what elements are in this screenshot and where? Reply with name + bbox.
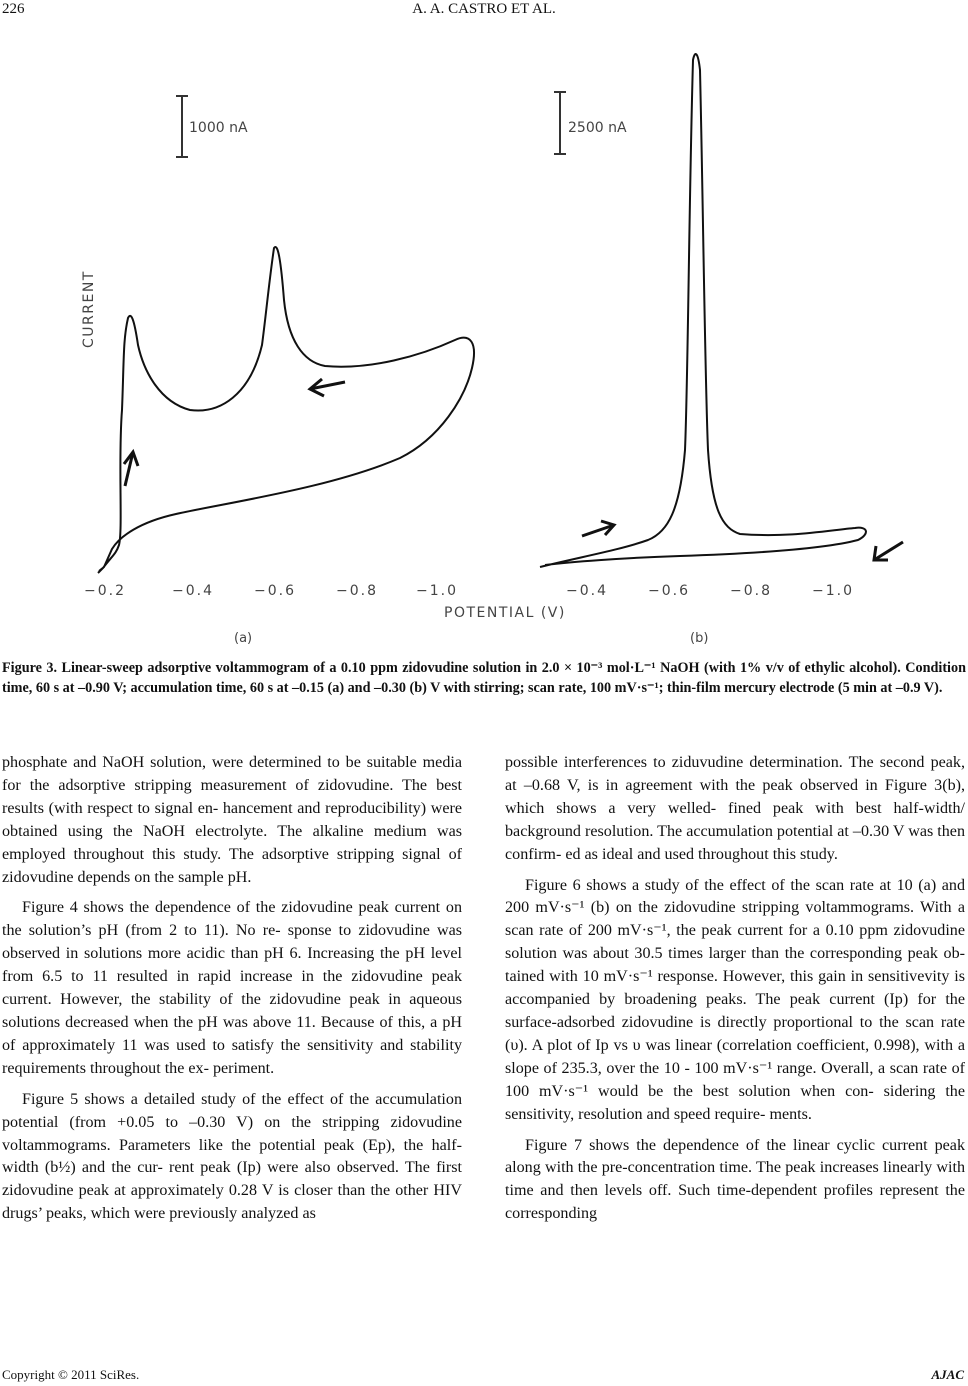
scan-direction-arrow-down-left — [874, 542, 903, 560]
scan-direction-arrow-right — [582, 521, 614, 536]
page-number: 226 — [2, 1, 25, 17]
x-axis-label: POTENTIAL (V) — [444, 605, 566, 621]
scale-bar-b — [554, 92, 566, 154]
paragraph: Figure 7 shows the dependence of the linear cyclic current peak along with the pre-concentration time. The peak increases linearly with time and then levels off. Such time-dependent profiles represent the corresponding — [505, 1136, 965, 1223]
tick-b-2: −0.8 — [730, 583, 772, 599]
scale-bar-a — [176, 96, 188, 157]
tick-b-0: −0.4 — [566, 583, 608, 599]
tick-b-1: −0.6 — [648, 583, 690, 599]
tick-a-4: −1.0 — [416, 583, 458, 599]
tick-a-2: −0.6 — [254, 583, 296, 599]
panel-b-label: (b) — [690, 631, 709, 646]
paragraph: Figure 6 shows a study of the effect of the scan rate at 10 (a) and 200 mV·s⁻¹ (b) on the zidovudine stripping voltammograms. With a scan rate of 200 mV·s⁻¹, the peak current for a 0.10 ppm zidovudine solution was about 30.5 times larger than the corresponding peak ob- tained with 10 mV·s⁻¹ response. However, this gain in sensitivevity is accompanied by broadening peaks. The peak current (Ip) for the surface-adsorbed zidovudine is directly proportional to the scan rate (υ). A plot of Ip vs υ was linear (correlation coefficient, 0.998), with a slope of 235.3, over the 10 - 100 mV·s⁻¹ range. Overall, a scan rate of 100 mV·s⁻¹ would be the best solution when con- sidering the sensitivity, resolution and speed require- ments. — [505, 876, 965, 1123]
panel-a-label: (a) — [234, 631, 253, 646]
tick-a-3: −0.8 — [336, 583, 378, 599]
paragraph: possible interferences to ziduvudine determination. The second peak, at –0.68 V, is in agreement with the peak observed in Figure 3(b), which shows a very welled- fined peak with best half-width/ background resolution. The accumulation potential at –0.30 V was then confirm- ed as ideal and used throughout this study. — [505, 754, 965, 863]
paragraph: Figure 4 shows the dependence of the zidovudine peak current on the solution’s pH (from 2 to 11). No re- sponse to zidovudine was observed in solutions more acidic than pH 6. Increasing the pH level from 6.5 to 11 resulted in rapid increase in the zidovudine peak current. However, the stability of the zidovudine peak in aqueous solutions decreased when the pH was above 11. Because of this, a pH of approximately 11 was used to satisfy the sensitivity and stability requirements throughout the ex- periment. — [2, 899, 462, 1077]
tick-a-1: −0.4 — [172, 583, 214, 599]
paragraph: phosphate and NaOH solution, were determined to be suitable media for the adsorptive stripping measurement of zidovudine. The best results (with respect to signal en- hancement and reproducibility) were obtained using the NaOH electrolyte. The alkaline medium was employed throughout this study. The adsorptive stripping signal of zidovudine depends on the sample pH. — [2, 754, 462, 886]
tick-a-0: −0.2 — [84, 583, 126, 599]
figure-3-voltammograms — [0, 0, 968, 650]
running-header-authors: A. A. CASTRO ET AL. — [412, 1, 556, 17]
tick-b-3: −1.0 — [812, 583, 854, 599]
figure-caption: Figure 3. Linear-sweep adsorptive voltammogram of a 0.10 ppm zidovudine solution in 2.0 × 10⁻³ mol·L⁻¹ NaOH (with 1% v/v of ethylic alcohol). Condition time, 60 s at –0.90 V; accumulation time, 60 s at –0.15 (a) and –0.30 (b) V with stirring; scan rate, 100 mV·s⁻¹; thin-film mercury electrode (5 min at –0.9 V). — [2, 660, 966, 696]
right-column — [505, 752, 965, 1234]
footer-copyright: Copyright © 2011 SciRes. — [2, 1367, 140, 1382]
scale-bar-b-label: 2500 nA — [568, 120, 627, 136]
y-axis-label: CURRENT — [81, 270, 97, 348]
scan-direction-arrow-left — [310, 379, 345, 396]
footer-journal: AJAC — [931, 1367, 964, 1382]
scale-bar-a-label: 1000 nA — [189, 120, 248, 136]
scan-direction-arrow-up — [124, 452, 138, 486]
voltammogram-curve-a — [98, 247, 474, 573]
paragraph: Figure 5 shows a detailed study of the effect of the accumulation potential (from +0.05 to –0.30 V) on the stripping zidovudine voltammograms. Parameters like the potential peak (Ep), the half-width (b½) and the cur- rent peak (Ip) were also observed. The first zidovudine peak at approximately 0.28 V is closer than the other HIV drugs’ peaks, which were previously analyzed as — [2, 1090, 462, 1223]
left-column — [2, 752, 462, 1234]
